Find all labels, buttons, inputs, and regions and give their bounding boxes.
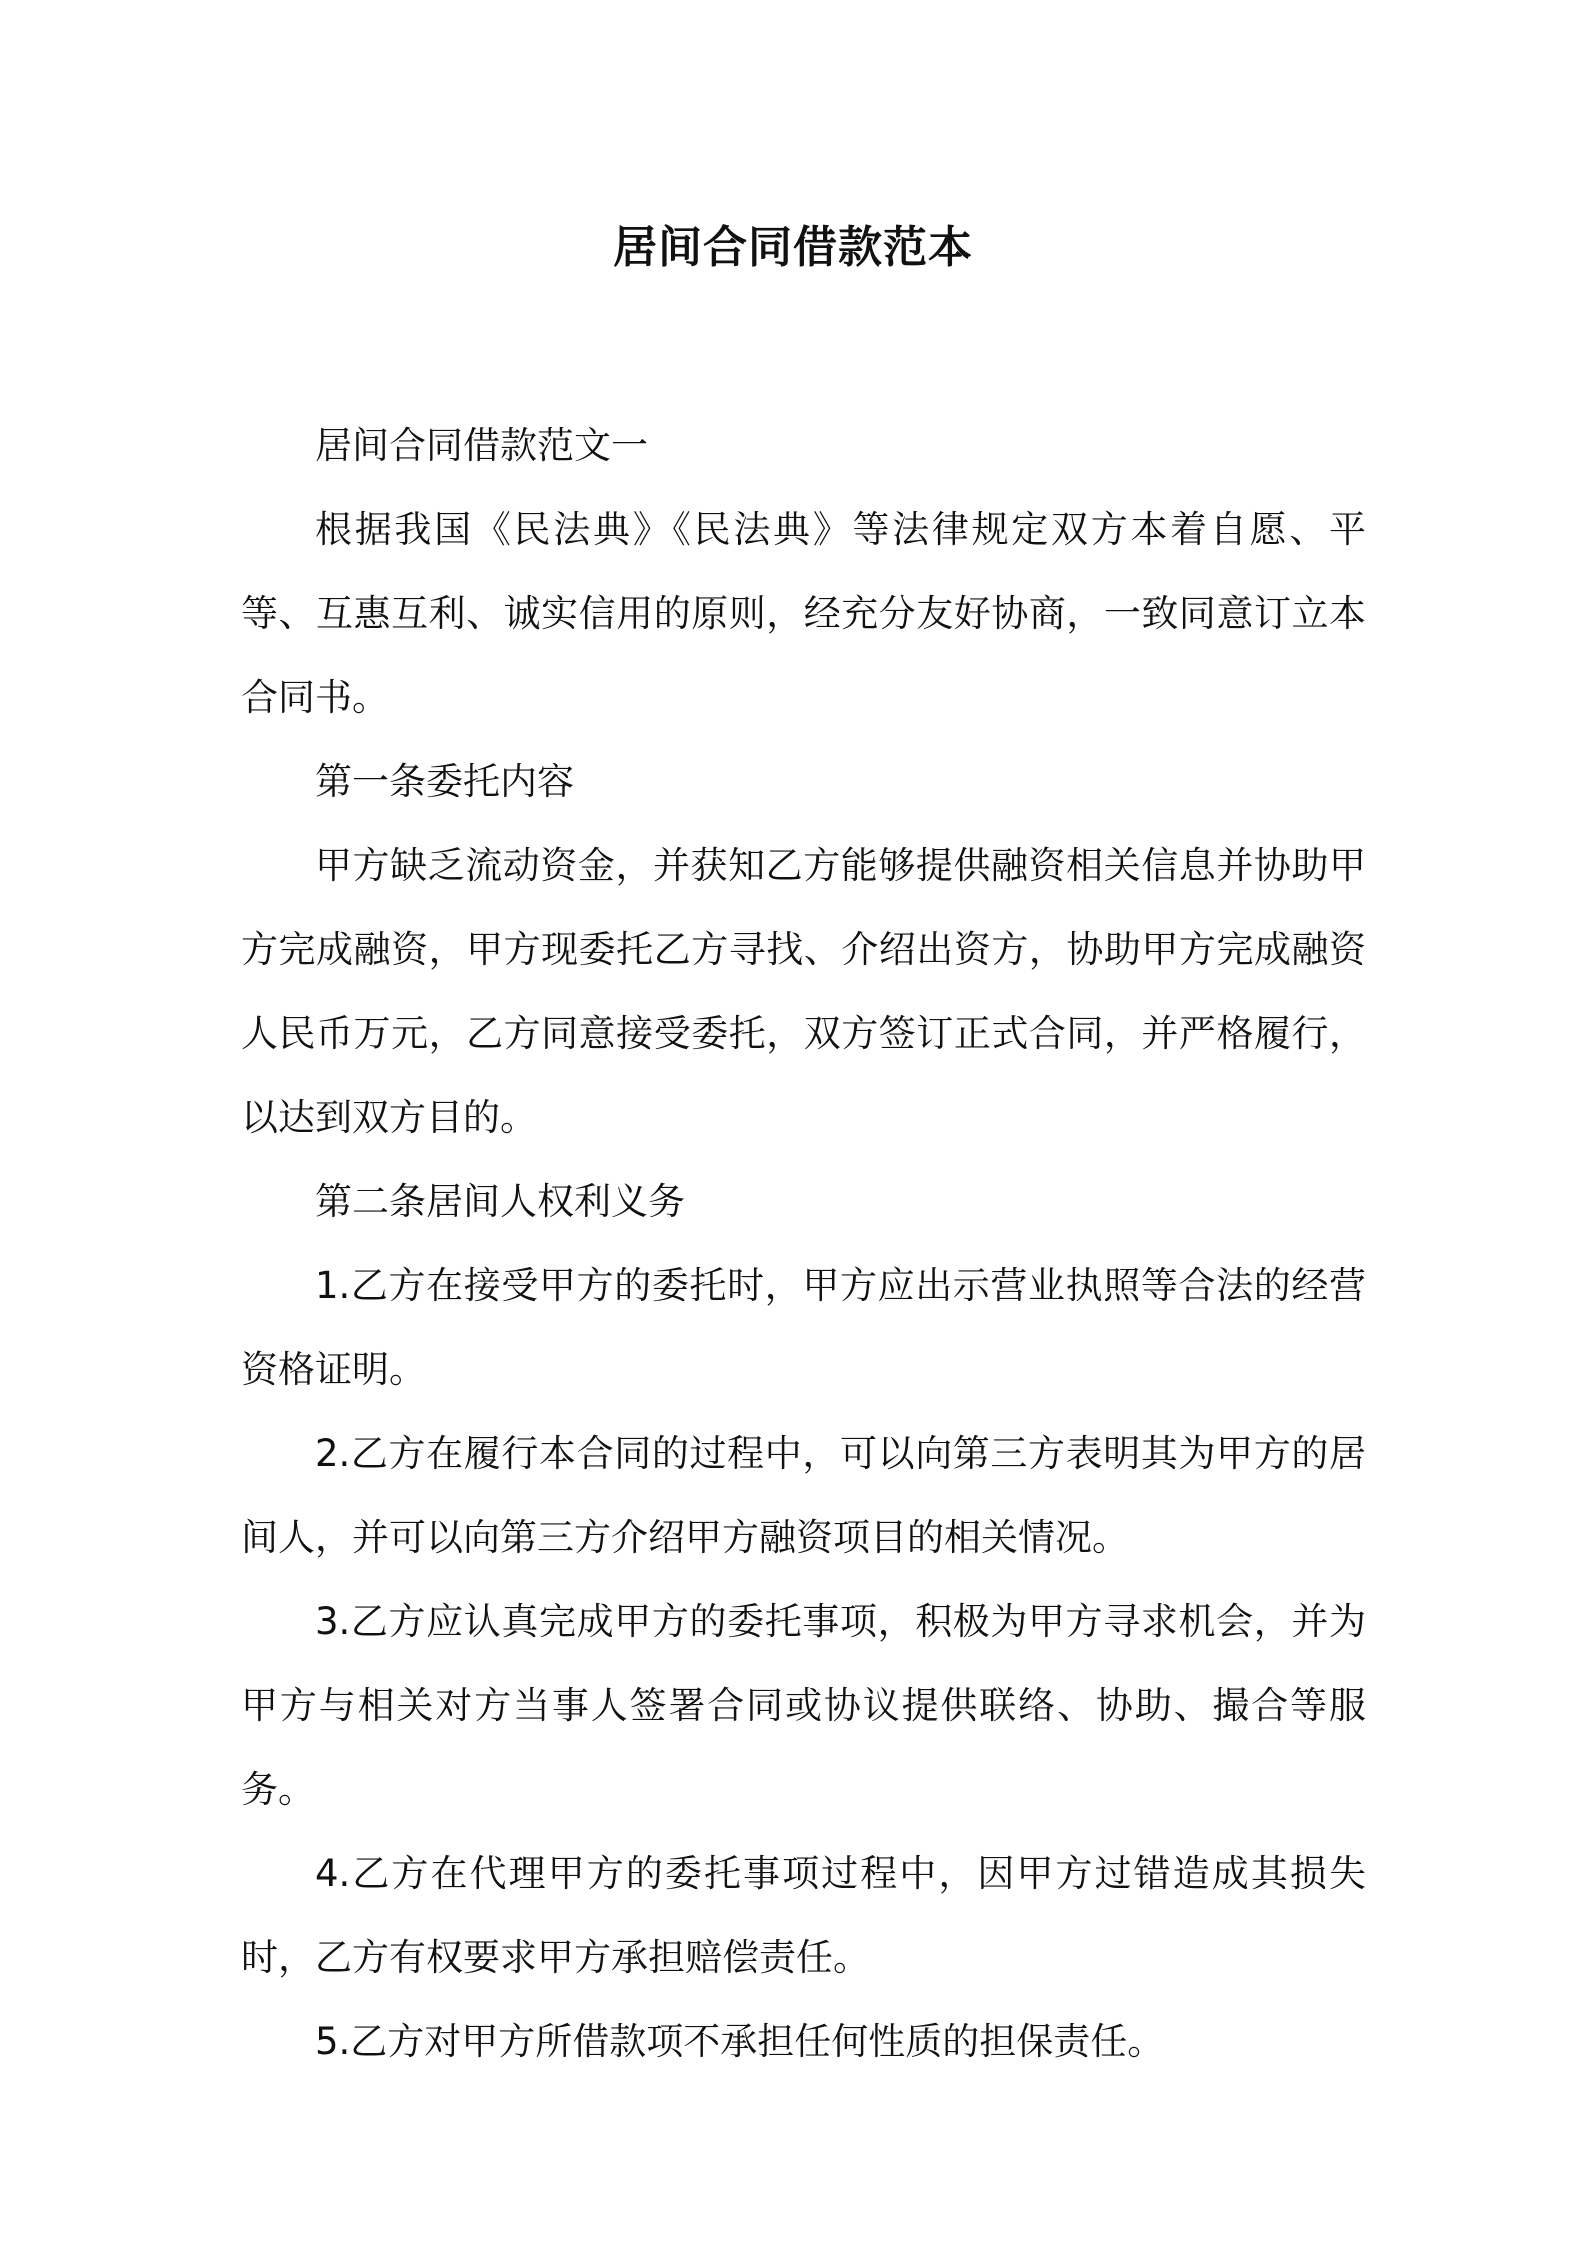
article-one-heading: 第一条委托内容 [315,760,574,803]
article-two-item-1: 1.乙方在接受甲方的委托时，甲方应出示营业执照等合法的经营资格证明。 [241,1264,1366,1391]
article-two-heading: 第二条居间人权利义务 [315,1180,685,1223]
article-two-item-2: 2.乙方在履行本合同的过程中，可以向第三方表明其为甲方的居间人，并可以向第三方介绍甲方融资项目的相关情况。 [241,1432,1366,1559]
article-two-item-5: 5.乙方对甲方所借款项不承担任何性质的担保责任。 [315,2020,1165,2063]
article-two-item-4: 4.乙方在代理甲方的委托事项过程中，因甲方过错造成其损失时，乙方有权要求甲方承担赔偿责任。 [241,1852,1366,1979]
section-heading-sample-one: 居间合同借款范文一 [315,424,648,467]
article-two-item-3: 3.乙方应认真完成甲方的委托事项，积极为甲方寻求机会，并为甲方与相关对方当事人签署合同或协议提供联络、协助、撮合等服务。 [241,1600,1366,1811]
preamble-paragraph: 根据我国《民法典》《民法典》等法律规定双方本着自愿、平等、互惠互利、诚实信用的原则，经充分友好协商，一致同意订立本合同书。 [241,508,1366,719]
document-body [241,404,1366,2084]
article-one-content: 甲方缺乏流动资金，并获知乙方能够提供融资相关信息并协助甲方完成融资，甲方现委托乙方寻找、介绍出资方，协助甲方完成融资人民币万元，乙方同意接受委托，双方签订正式合同，并严格履行，以达到双方目的。 [241,844,1366,1139]
document-title: 居间合同借款范本 [613,222,973,273]
